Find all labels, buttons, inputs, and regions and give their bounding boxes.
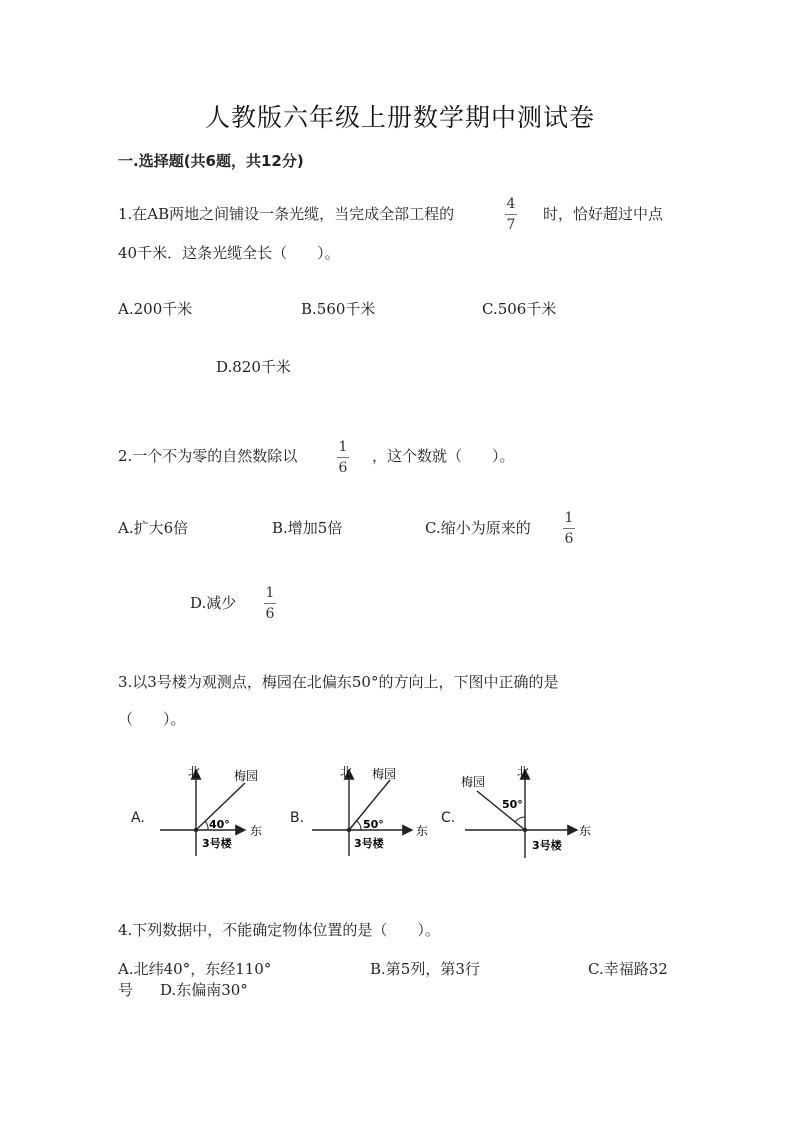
q1-fraction (505, 196, 517, 233)
target-label: 梅园 (234, 769, 259, 783)
section-heading: 一.选择题(共6题，共12分) (118, 152, 304, 170)
q2-option-c-fraction (563, 510, 575, 547)
q1-line1-before: 1.在AB两地之间铺设一条光缆，当完成全部工程的 (118, 205, 455, 223)
q1-option-d[interactable]: D.820千米 (216, 358, 291, 376)
north-label: 北 (188, 765, 201, 779)
q2-d-frac-den: 6 (265, 606, 275, 622)
origin-point (347, 828, 351, 832)
q2-c-frac-den: 6 (564, 531, 574, 547)
q2-stem-before: 2.一个不为零的自然数除以 (118, 447, 298, 465)
q1-line1-after: 时，恰好超过中点 (543, 205, 664, 223)
q2-stem-after: ，这个数就（ ）。 (372, 447, 515, 465)
q4-option-a[interactable]: A.北纬40°，东经110° (118, 960, 272, 978)
target-label: 梅园 (372, 767, 397, 781)
fraction-bar (563, 528, 575, 529)
east-label: 东 (579, 824, 592, 838)
fraction-bar (264, 603, 276, 604)
q4-stem: 4.下列数据中，不能确定物体位置的是（ ）。 (118, 921, 440, 939)
q2-c-frac-num: 1 (564, 510, 574, 526)
q1-line2: 40千米．这条光缆全长（ ）。 (118, 244, 340, 262)
page-title: 人教版六年级上册数学期中测试卷 (204, 103, 595, 132)
q1-frac-num: 4 (506, 196, 516, 212)
origin-label: 3号楼 (202, 837, 232, 850)
q1-option-c[interactable]: C.506千米 (482, 300, 557, 318)
north-label: 北 (340, 765, 353, 779)
diagram-b-label[interactable]: B. (290, 810, 305, 826)
q2-option-a[interactable]: A.扩大6倍 (118, 519, 189, 537)
q4-option-d[interactable]: D.东偏南30° (160, 981, 248, 999)
angle-label: 50° (502, 798, 523, 811)
q2-option-b[interactable]: B.增加5倍 (272, 519, 343, 537)
diagram-a-label[interactable]: A. (131, 810, 145, 826)
q1-frac-den: 7 (506, 217, 516, 233)
angle-label: 50° (363, 818, 384, 831)
q2-d-frac-num: 1 (265, 585, 275, 601)
fraction-bar (337, 457, 349, 458)
q4-option-c-wrap: 号 (118, 981, 134, 999)
origin-point (194, 828, 198, 832)
diagram-c (455, 758, 600, 863)
origin-label: 3号楼 (532, 839, 562, 852)
q2-frac-num: 1 (338, 439, 348, 455)
q3-line2: （ ）。 (118, 710, 186, 728)
q2-fraction (337, 439, 349, 476)
origin-label: 3号楼 (354, 837, 384, 850)
angle-arc (357, 821, 361, 830)
q2-option-c[interactable]: C.缩小为原来的 (425, 519, 531, 537)
q4-option-c[interactable]: C.幸福路32 (588, 960, 668, 978)
q1-option-b[interactable]: B.560千米 (301, 300, 376, 318)
north-label: 北 (517, 765, 530, 779)
angle-label: 40° (209, 818, 230, 831)
diagram-b (302, 758, 432, 858)
q2-option-d[interactable]: D.减少 (190, 594, 237, 612)
east-label: 东 (416, 824, 429, 838)
q3-line1: 3.以3号楼为观测点，梅园在北偏东50°的方向上，下图中正确的是 (118, 673, 559, 691)
q4-option-b[interactable]: B.第5列，第3行 (370, 960, 480, 978)
target-label: 梅园 (461, 775, 486, 789)
diagram-a (150, 758, 280, 858)
q2-frac-den: 6 (338, 460, 348, 476)
angle-arc (515, 817, 525, 822)
diagram-c-label[interactable]: C. (441, 810, 456, 826)
q2-option-d-fraction (264, 585, 276, 622)
origin-point (523, 828, 527, 832)
east-label: 东 (250, 824, 263, 838)
fraction-bar (505, 214, 517, 215)
q1-option-a[interactable]: A.200千米 (118, 300, 193, 318)
angle-arc (205, 821, 208, 830)
